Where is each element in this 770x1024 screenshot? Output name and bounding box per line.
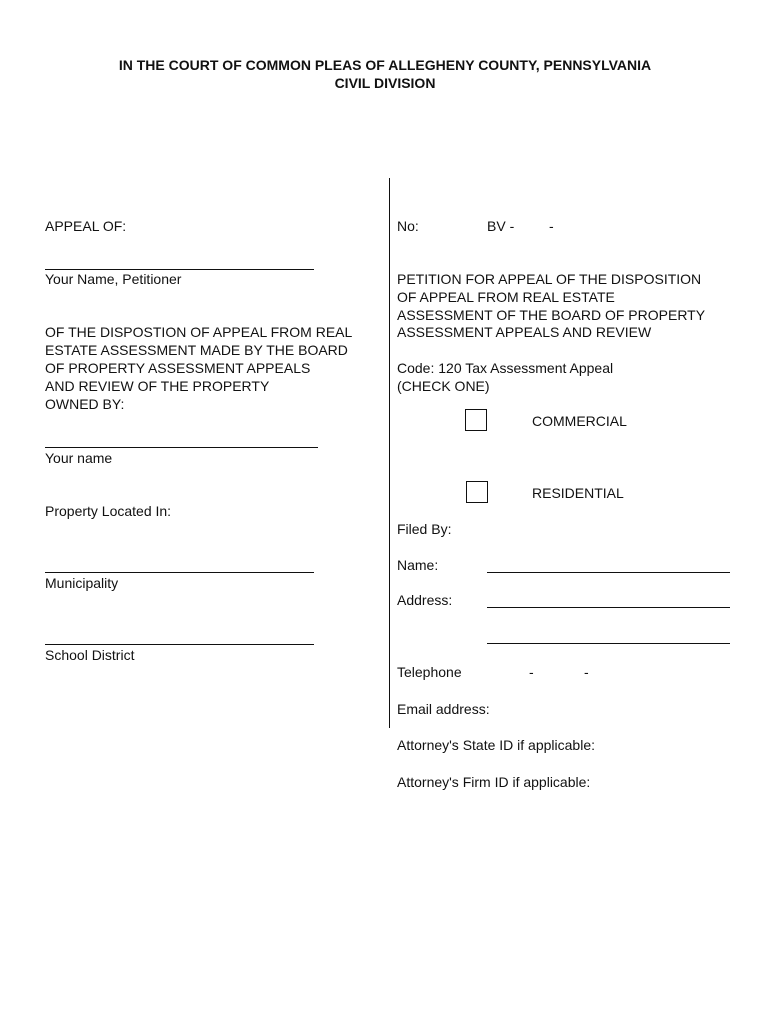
code-line: Code: 120 Tax Assessment Appeal [397,360,614,376]
disposition-line-1: OF THE DISPOSTION OF APPEAL FROM REAL [45,324,353,340]
division-title: CIVIL DIVISION [334,75,436,91]
telephone-label: Telephone [397,664,462,680]
petition-line-1: PETITION FOR APPEAL OF THE DISPOSITION [397,271,702,287]
case-number-label: No: [397,218,419,234]
petitioner-name-input[interactable] [45,252,314,270]
property-located-label: Property Located In: [45,503,172,519]
check-one-label: (CHECK ONE) [397,378,490,394]
petitioner-label: Your Name, Petitioner [45,271,182,287]
school-district-label: School District [45,647,135,663]
telephone-dash-2: - [584,664,589,680]
name-label: Name: [397,557,439,573]
address-line-2-input[interactable] [487,626,730,644]
address-line-1-input[interactable] [487,590,730,608]
attorney-firm-id-label: Attorney's Firm ID if applicable: [397,774,591,790]
petition-line-4: ASSESSMENT APPEALS AND REVIEW [397,324,652,340]
petition-line-2: OF APPEAL FROM REAL ESTATE [397,289,615,305]
disposition-line-3: OF PROPERTY ASSESSMENT APPEALS [45,360,311,376]
email-label: Email address: [397,701,490,717]
residential-checkbox[interactable] [466,481,488,503]
column-divider [389,178,390,728]
court-title: IN THE COURT OF COMMON PLEAS OF ALLEGHENY COUNTY, PENNSYLVANIA [118,57,652,73]
residential-label: RESIDENTIAL [532,485,624,501]
municipality-label: Municipality [45,575,119,591]
commercial-checkbox[interactable] [465,409,487,431]
owner-label: Your name [45,450,113,466]
filed-by-label: Filed By: [397,521,452,537]
bv-label: BV - [487,218,515,234]
commercial-label: COMMERCIAL [532,413,627,429]
school-district-input[interactable] [45,627,314,645]
disposition-line-2: ESTATE ASSESSMENT MADE BY THE BOARD [45,342,348,358]
address-label: Address: [397,592,453,608]
municipality-input[interactable] [45,555,314,573]
attorney-state-id-label: Attorney's State ID if applicable: [397,737,595,753]
telephone-dash-1: - [529,664,534,680]
petition-line-3: ASSESSMENT OF THE BOARD OF PROPERTY [397,307,706,323]
case-number-dash: - [549,218,554,234]
disposition-line-4: AND REVIEW OF THE PROPERTY [45,378,270,394]
appeal-of-label: APPEAL OF: [45,218,127,234]
filer-name-input[interactable] [487,555,730,573]
disposition-line-5: OWNED BY: [45,396,125,412]
owner-name-input[interactable] [45,430,318,448]
